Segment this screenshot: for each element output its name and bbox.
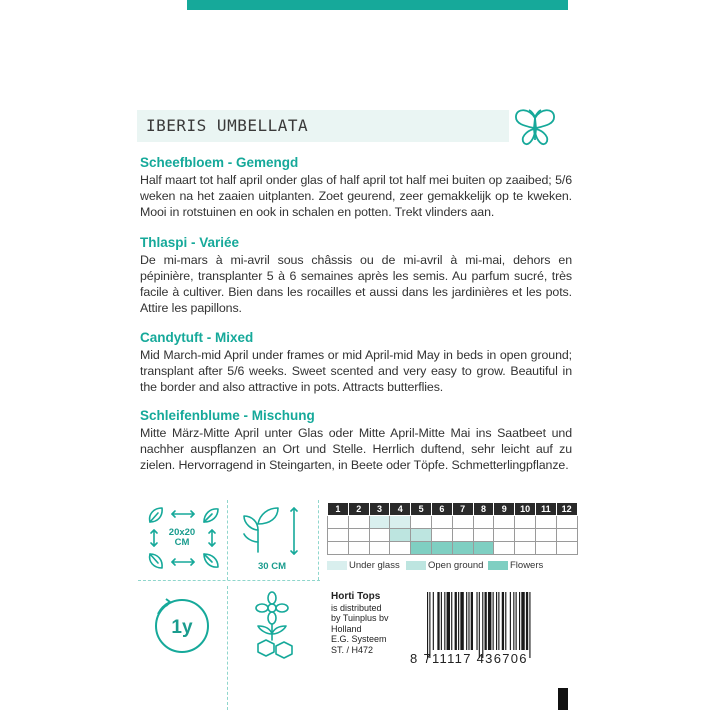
calendar-cell — [556, 542, 577, 555]
spacing-unit: CM — [174, 537, 190, 548]
legend-swatch — [488, 561, 508, 570]
spacing-value: 20x20 — [168, 527, 196, 538]
section-heading: Scheefbloem - Gemengd — [140, 155, 299, 170]
calendar-cell — [535, 516, 556, 529]
barcode-bar — [496, 592, 497, 650]
calendar-cell — [473, 529, 494, 542]
section-body: Mid March-mid April under frames or mid April-mid May in beds in open ground; transplant after 5/6 weeks. Sweet scented and very easy to grow. Beautiful in the border and also attractive in pots. Attracts butterflies. — [140, 348, 572, 394]
divider — [138, 580, 320, 581]
calendar-cell — [369, 542, 390, 555]
barcode-bar — [447, 592, 450, 650]
calendar-row-open-ground — [328, 529, 578, 542]
month-label: 9 — [494, 503, 515, 516]
calendar-row-under-glass — [328, 516, 578, 529]
calendar-cell — [390, 542, 411, 555]
section-dutch — [140, 154, 572, 220]
barcode-bar — [441, 592, 442, 650]
calendar-cell — [452, 529, 473, 542]
calendar-header-row — [328, 503, 578, 516]
calendar-cell — [390, 516, 411, 529]
legend-swatch — [406, 561, 426, 570]
calendar-cell — [515, 516, 536, 529]
divider — [318, 500, 319, 580]
divider — [227, 500, 228, 580]
calendar-table — [327, 502, 578, 555]
legend-label: Flowers — [510, 560, 544, 571]
barcode-bar — [451, 592, 452, 650]
divider — [227, 586, 228, 710]
calendar-cell — [431, 529, 452, 542]
calendar-cell — [411, 542, 432, 555]
calendar-cell — [411, 516, 432, 529]
legend-label: Under glass — [349, 560, 400, 571]
barcode-bar — [519, 592, 520, 650]
month-label: 5 — [411, 503, 432, 516]
distributor-info — [331, 592, 389, 655]
legend-label: Open ground — [428, 560, 484, 571]
distributor-line: by Tuinplus bv — [331, 613, 389, 623]
month-label: 3 — [369, 503, 390, 516]
barcode-bar — [498, 592, 499, 650]
month-label: 7 — [452, 503, 473, 516]
barcode-bar — [458, 592, 459, 650]
section-body: De mi-mars à mi-avril sous châssis ou de mi-avril à mi-mai, dehors en pépinière, transplanter 5 à 6 semaines après les semis. Au parfum sucré, très facile à cultiver. Bien dans les rocailles et aussi dans les jardinières et les pots. Attire les papillons. — [140, 253, 572, 315]
barcode-bar — [493, 592, 494, 650]
month-label: 1 — [328, 503, 349, 516]
month-label: 2 — [348, 503, 369, 516]
calendar-cell — [390, 529, 411, 542]
calendar-cell — [494, 516, 515, 529]
calendar-cell — [515, 529, 536, 542]
distributor-line: Holland — [331, 623, 362, 634]
calendar-cell — [535, 542, 556, 555]
calendar-cell — [369, 529, 390, 542]
distributor-line: is distributed — [331, 602, 382, 613]
calendar-cell — [348, 542, 369, 555]
calendar-cell — [494, 542, 515, 555]
barcode-bar — [526, 592, 528, 650]
barcode-bar — [429, 592, 430, 658]
distributor-name: Horti Tops — [331, 591, 381, 602]
section-french — [140, 234, 572, 316]
bottom-marker — [558, 688, 568, 710]
calendar-cell — [411, 529, 432, 542]
flower-icon — [244, 590, 304, 662]
butterfly-icon — [511, 104, 559, 152]
calendar-cell — [328, 542, 349, 555]
month-label: 10 — [515, 503, 536, 516]
barcode-bar — [466, 592, 467, 650]
section-body: Half maart tot half april onder glas of half april tot half mei buiten op zaaibed; 5/6 weken na het zaaien uitplanten. Zoet geurend, zeer gemakkelijk op te kweken. Mooi in rotstuinen en ook in schalen en potten. Trekt vlinders aan. — [140, 173, 572, 219]
barcode-bar — [468, 592, 469, 650]
calendar-cell — [452, 542, 473, 555]
barcode-number: 8 711117 436706 — [410, 651, 528, 666]
barcode-bar — [444, 592, 445, 650]
product-title: IBERIS UMBELLATA — [146, 116, 309, 135]
height-label: 30 CM — [258, 561, 286, 572]
calendar-cell — [473, 542, 494, 555]
barcode-bar — [427, 592, 428, 658]
calendar-cell — [452, 516, 473, 529]
section-heading: Candytuft - Mixed — [140, 330, 254, 345]
calendar-row-flowers — [328, 542, 578, 555]
barcode-bar — [505, 592, 506, 650]
barcode-bar — [471, 592, 473, 650]
calendar-cell — [348, 516, 369, 529]
barcode-bar — [455, 592, 457, 650]
spacing-label — [160, 528, 204, 548]
calendar-cell — [369, 516, 390, 529]
month-label: 11 — [535, 503, 556, 516]
calendar-cell — [431, 516, 452, 529]
legend-swatch — [327, 561, 347, 570]
sowing-calendar — [327, 502, 578, 555]
barcode-bar — [485, 592, 487, 650]
calendar-cell — [348, 529, 369, 542]
calendar-cell — [556, 516, 577, 529]
calendar-cell — [328, 529, 349, 542]
calendar-cell — [535, 529, 556, 542]
section-english — [140, 329, 572, 395]
calendar-cell — [431, 542, 452, 555]
barcode-bar — [510, 592, 511, 650]
month-label: 12 — [556, 503, 577, 516]
calendar-cell — [515, 542, 536, 555]
calendar-cell — [494, 529, 515, 542]
barcode-bar — [476, 592, 477, 650]
distributor-line: ST. / H472 — [331, 644, 374, 655]
distributor-line: E.G. Systeem — [331, 634, 387, 644]
section-german — [140, 407, 572, 473]
calendar-cell — [556, 529, 577, 542]
barcode-bar — [460, 592, 463, 650]
month-label: 6 — [431, 503, 452, 516]
section-heading: Thlaspi - Variée — [140, 235, 240, 250]
section-body: Mitte März-Mitte April unter Glas oder Mitte April-Mitte Mai ins Saatbeet und nachher auspflanzen an Ort und Stelle. Herrlich duftend, sehr leicht auf zu zielen. Hervorragend in Steingarten, in Beete oder Töpfe. Schmetterlingpflanze. — [140, 426, 572, 472]
barcode-bar — [433, 592, 434, 650]
barcode-bar — [479, 592, 480, 658]
barcode-bar — [488, 592, 491, 650]
calendar-cell — [473, 516, 494, 529]
annual-label: 1y — [171, 617, 193, 638]
barcode-bar — [502, 592, 504, 650]
month-label: 8 — [473, 503, 494, 516]
barcode-bar — [437, 592, 439, 650]
section-heading: Schleifenblume - Mischung — [140, 408, 315, 423]
plant-height-icon — [236, 500, 312, 560]
barcode-bar — [516, 592, 517, 650]
top-accent-bar — [187, 0, 568, 10]
barcode-bar — [513, 592, 514, 650]
calendar-cell — [328, 516, 349, 529]
month-label: 4 — [390, 503, 411, 516]
barcode-image — [425, 592, 573, 658]
barcode-bar — [529, 592, 530, 658]
barcode-bar — [482, 592, 483, 658]
barcode-bar — [521, 592, 524, 650]
